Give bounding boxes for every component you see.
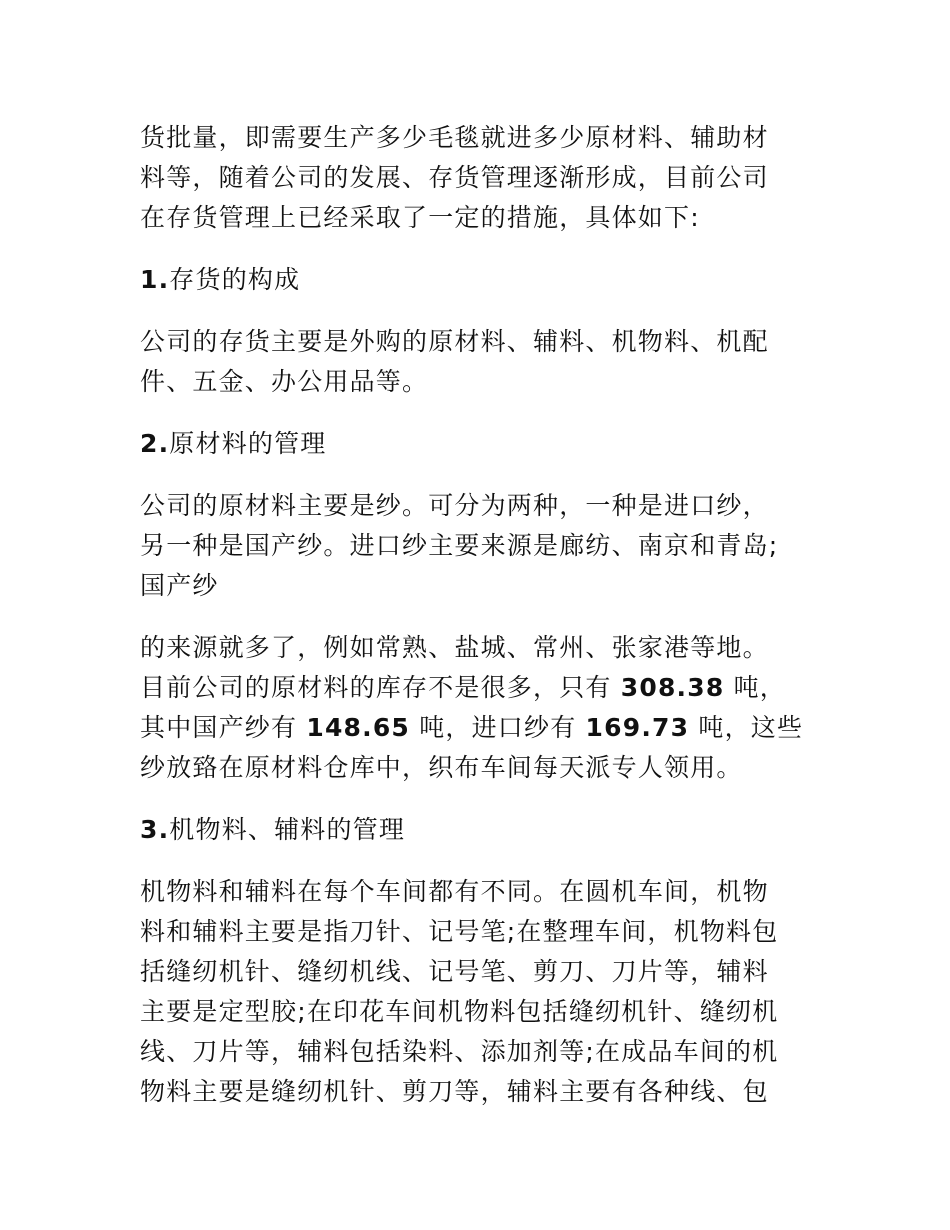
section-heading-1 <box>140 260 805 300</box>
text-segment: 吨，这些 <box>689 713 804 742</box>
text-line: 公司的存货主要是外购的原材料、辅料、机物料、机配 <box>140 327 769 356</box>
text-line: 主要是定型胶;在印花车间机物料包括缝纫机针、缝纫机 <box>140 997 779 1026</box>
section-heading-2 <box>140 424 805 464</box>
document-page <box>140 118 805 1112</box>
text-line: 线、刀片等，辅料包括染料、添加剂等;在成品车间的机 <box>140 1037 779 1066</box>
text-line <box>140 668 805 708</box>
text-line: 料和辅料主要是指刀针、记号笔;在整理车间，机物料包 <box>140 917 779 946</box>
text-segment: 目前公司的原材料的库存不是很多，只有 <box>140 673 621 702</box>
section-number: 1. <box>140 265 170 294</box>
text-segment: 吨， <box>724 673 786 702</box>
text-line: 在存货管理上已经采取了一定的措施，具体如下: <box>140 203 700 232</box>
text-segment: 吨，进口纱有 <box>410 713 586 742</box>
section-number: 2. <box>140 429 170 458</box>
paragraph-raw-materials <box>140 486 805 606</box>
stock-total-value: 308.38 <box>620 673 725 702</box>
text-line: 国产纱 <box>140 571 219 600</box>
section-title: 存货的构成 <box>169 265 301 294</box>
paragraph-inventory-composition <box>140 322 805 402</box>
paragraph-supplies <box>140 872 805 1112</box>
text-line <box>140 708 805 748</box>
text-line: 另一种是国产纱。进口纱主要来源是廊纺、南京和青岛; <box>140 531 779 560</box>
text-line: 料等，随着公司的发展、存货管理逐渐形成，目前公司 <box>140 163 769 192</box>
text-segment: 其中国产纱有 <box>140 713 307 742</box>
text-line: 机物料和辅料在每个车间都有不同。在圆机车间，机物 <box>140 877 769 906</box>
paragraph-intro <box>140 118 805 238</box>
text-line: 货批量，即需要生产多少毛毯就进多少原材料、辅助材 <box>140 123 769 152</box>
text-line: 括缝纫机针、缝纫机线、记号笔、剪刀、刀片等，辅料 <box>140 957 769 986</box>
text-line: 纱放臵在原材料仓库中，织布车间每天派专人领用。 <box>140 753 743 782</box>
section-title: 机物料、辅料的管理 <box>169 815 406 844</box>
section-number: 3. <box>140 815 170 844</box>
imported-yarn-value: 169.73 <box>585 713 690 742</box>
paragraph-raw-materials-stock <box>140 628 805 788</box>
text-line: 的来源就多了，例如常熟、盐城、常州、张家港等地。 <box>140 633 769 662</box>
text-line: 物料主要是缝纫机针、剪刀等，辅料主要有各种线、包 <box>140 1077 769 1106</box>
section-heading-3 <box>140 810 805 850</box>
text-line: 公司的原材料主要是纱。可分为两种，一种是进口纱， <box>140 491 769 520</box>
domestic-yarn-value: 148.65 <box>306 713 411 742</box>
section-title: 原材料的管理 <box>169 429 327 458</box>
text-line: 件、五金、办公用品等。 <box>140 367 429 396</box>
